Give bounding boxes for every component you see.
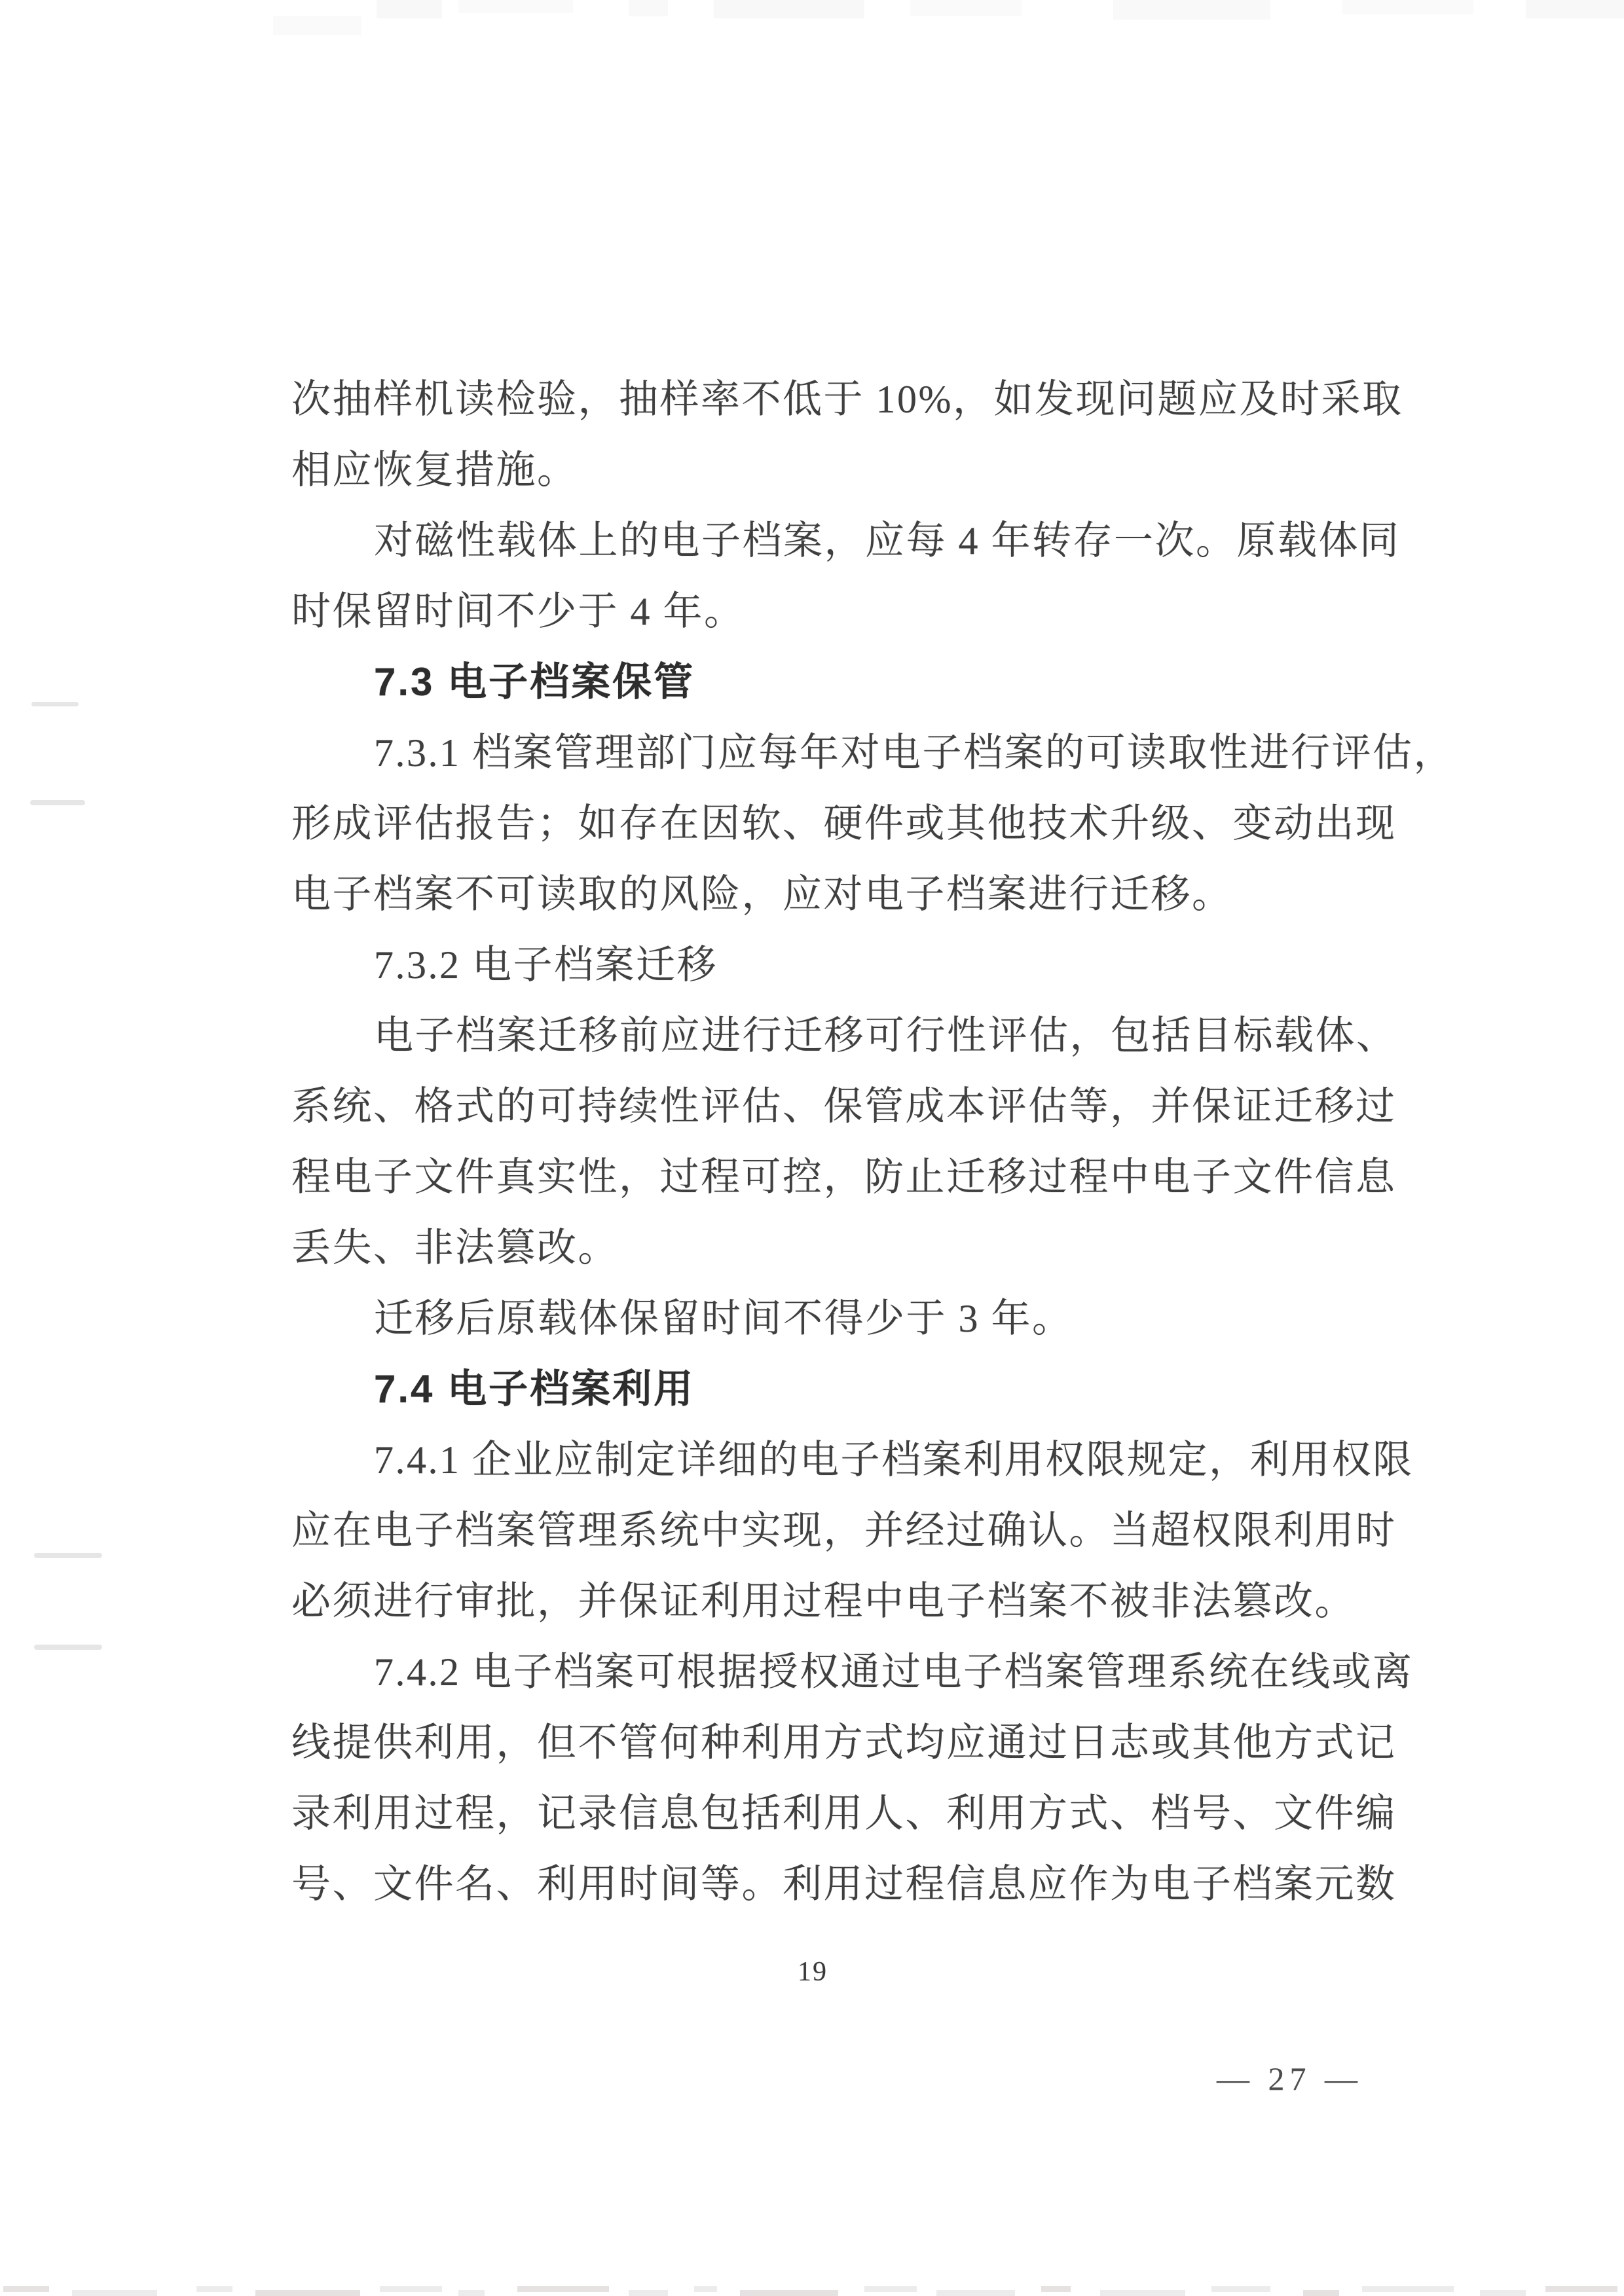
scan-artifact (1303, 2290, 1339, 2296)
scan-artifact (1545, 2286, 1617, 2292)
scan-artifact (1113, 0, 1270, 20)
text-line: 应在电子档案管理系统中实现，并经过确认。当超权限利用时 (291, 1509, 1397, 1552)
scan-artifact (517, 2286, 609, 2292)
scan-artifact (1342, 0, 1473, 14)
scan-artifact (1041, 2286, 1071, 2292)
text-line: 时保留时间不少于 4 年。 (291, 590, 745, 633)
scan-artifact (255, 2290, 360, 2296)
text-line: 系统、格式的可持续性评估、保管成本评估等，并保证迁移过 (291, 1085, 1397, 1128)
text-line: 丢失、非法篡改。 (291, 1226, 619, 1269)
section-heading: 7.3 电子档案保管 (374, 660, 695, 704)
text-line: 线提供利用，但不管何种利用方式均应通过日志或其他方式记 (291, 1721, 1397, 1764)
text-line: 迁移后原载体保留时间不得少于 3 年。 (374, 1297, 1073, 1340)
text-line: 电子档案不可读取的风险，应对电子档案进行迁移。 (291, 873, 1233, 916)
scan-artifact (1480, 2290, 1526, 2296)
scan-artifact (864, 2286, 917, 2292)
text-line: 必须进行审批，并保证利用过程中电子档案不被非法篡改。 (291, 1580, 1356, 1623)
scan-artifact (910, 0, 1022, 16)
scan-artifact (72, 2290, 157, 2296)
scan-artifact (34, 1645, 102, 1650)
text-line: 录利用过程，记录信息包括利用人、利用方式、档号、文件编 (291, 1792, 1397, 1835)
text-line: 次抽样机读检验，抽样率不低于 10%，如发现问题应及时采取 (291, 378, 1403, 421)
scan-artifact (31, 702, 79, 706)
text-line: 形成评估报告；如存在因软、硬件或其他技术升级、变动出现 (291, 802, 1397, 845)
scan-artifact (30, 800, 85, 805)
scan-artifact (1362, 2286, 1454, 2292)
text-line: 号、文件名、利用时间等。利用过程信息应作为电子档案元数 (291, 1863, 1397, 1906)
text-line: 7.3.1 档案管理部门应每年对电子档案的可读取性进行评估， (374, 731, 1454, 774)
section-heading: 7.4 电子档案利用 (374, 1367, 695, 1411)
scan-artifact (936, 2290, 1015, 2296)
scan-artifact (34, 1553, 102, 1558)
scan-artifact (1211, 2286, 1270, 2292)
body-text (291, 364, 1454, 1920)
scan-artifact (740, 2290, 838, 2296)
scan-artifact (1526, 0, 1624, 18)
text-line: 程电子文件真实性，过程可控，防止迁移过程中电子文件信息 (291, 1156, 1397, 1199)
text-line: 7.4.2 电子档案可根据授权通过电子档案管理系统在线或离 (374, 1650, 1414, 1694)
scan-artifact (458, 2290, 485, 2296)
scan-artifact (196, 2286, 232, 2292)
scan-artifact (3, 2286, 49, 2292)
inner-page-number: 19 (798, 1957, 828, 1987)
text-line: 相应恢复措施。 (291, 448, 578, 492)
scan-artifact (694, 2286, 717, 2292)
scan-artifact (380, 2286, 442, 2292)
scan-artifact (1100, 2290, 1185, 2296)
text-line: 7.3.2 电子档案迁移 (374, 943, 718, 987)
text-line: 7.4.1 企业应制定详细的电子档案利用权限规定，利用权限 (374, 1438, 1414, 1482)
scan-artifact (377, 0, 442, 18)
text-line: 电子档案迁移前应进行迁移可行性评估，包括目标载体、 (374, 1014, 1397, 1057)
scan-artifact (273, 16, 361, 35)
outer-page-number: — 27 — (1217, 2060, 1363, 2097)
scan-artifact (458, 0, 573, 13)
scan-artifact (629, 2290, 668, 2296)
text-line: 对磁性载体上的电子档案，应每 4 年转存一次。原载体同 (374, 519, 1401, 562)
scan-artifact (714, 0, 864, 18)
scan-artifact (629, 0, 668, 16)
